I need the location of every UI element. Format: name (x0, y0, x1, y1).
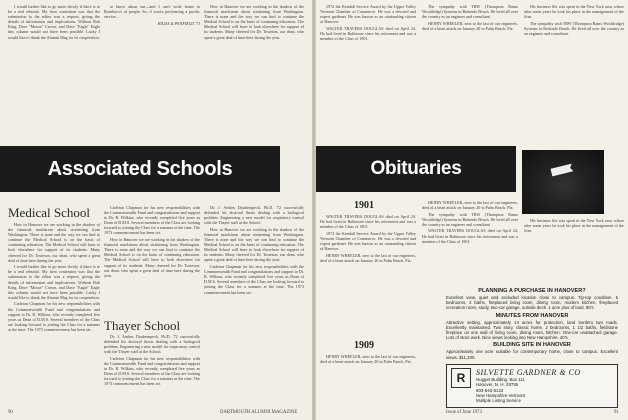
paragraph: 1972 the Kendall Service Award by the Upper Valley Vermont Chamber of Commerce. He was a devoted and expert gardener. He was known as an outstanding citizen of Hanover. (320, 4, 416, 25)
paragraph: The sympathy with TRW (Thompson Ramo Wooldridge) Systems in Redondo Beach. He lived all over the country as an engineer and consultant. (422, 4, 518, 20)
page-number: 90 (8, 410, 13, 415)
paragraph: I would further like to go more slowly if there is to be a real rebuttal. My firm contention was that the submission to the editor was a request, giving the details of information and implications. Without Bob King, Dave "Mouse" Crown, and Dave "Eagle" Eagle this column would not have been possible. Lucky I would like to thank the Alumni Mag for its cooperation. (8, 264, 100, 300)
paragraph: The sympathy with TRW (Thompson Ramo Wooldridge) Systems in Redondo Beach. He lived all over the country as an engineer and consultant. (422, 211, 518, 227)
section-heading-medical: Medical School (8, 205, 90, 220)
ad-text: Attractive setting, approximately 14 acres for protection, land borders two roads. Excellently maintained. Two story, classic home, 2 bedrooms, 1 1/2 baths, fieldstone fireplace on one wall of living room, dining room, kitchen. One-car unattached garage. Lots of store work. Nice views looking into New Hampshire. 40's (446, 319, 618, 341)
left-page (0, 0, 312, 420)
paragraph: How in Hanover we are working in the shadow of the financial maelstrom about straitening from Washington. There is none and the way we can find to continue the Medical School is on the basis of continuing education. The Medical School will have to look elsewhere for support of its students. Many cheered for Dr. Tosteson, our dean, who spent a great deal of time here during the year. (204, 226, 304, 263)
ad-heading: PLANNING A PURCHASE IN HANOVER? (478, 288, 586, 294)
real-estate-ad (446, 286, 618, 408)
column-text (320, 214, 416, 334)
paragraph: The sympathy with TRW (Thompson Ramo Wooldridge) Systems in Redondo Beach. He lived all over the country as an engineer and consultant. (524, 20, 624, 36)
column-text (204, 205, 304, 408)
flag-image (550, 163, 573, 176)
realty-address: Hanover, N. H. 03755 (476, 382, 519, 388)
column-text (8, 4, 100, 114)
paragraph: Dr. J. Ambes Daubenspeck, Ph.D. '72 successfully defended his doctoral thesis dealing with a biological problem. Engineering a new model for respiratory control with the Thayer staff at the School. (204, 205, 304, 226)
ad-heading: MINUTES FROM HANOVER (495, 312, 569, 319)
paragraph: How in Hanover we are working in the shadow of the financial maelstrom about straitening from Washington. There is none and the way we can find to continue the Medical School is on the basis of continuing education. The Medical School will have to look elsewhere for support of its students. Many cheered for Dr. Tosteson, our dean, who spent a great deal of time here during the year. (8, 222, 100, 263)
signature: HILDA & PENFIELD '73 (157, 20, 200, 26)
paragraph: Carleton Chapman for his new responsibilities with the Commonwealth Fund and congratulations and support to Dr. R. Wilkins, who recently completed five years as Dean of D.M.S. Several members of the Class are looking forward to joining the Class for a summer at the time. The 1973 commencement has been set. (204, 264, 304, 295)
footer-issue: Issue of June 1973 (446, 410, 482, 415)
realty-address: Nugget Building, Box 111 (476, 376, 525, 382)
column-text (104, 205, 200, 313)
section-banner: Obituaries (316, 146, 516, 192)
column-text (104, 334, 200, 408)
paragraph: WALTER TRAVERS DOUGLAS died on April 24. He had lived in Baltimore since his retirement and was a member of the Class of 1901. (320, 25, 416, 42)
paragraph: WALTER TRAVERS DOUGLAS died on April 24. He had lived in Baltimore since his retirement and was a member of the Class of 1901. (422, 228, 518, 244)
realty-box (446, 364, 618, 408)
paragraph: Carleton Chapman for his new responsibilities with the Commonwealth Fund and congratulations and support to Dr. R. Wilkins, who recently completed five years as Dean of D.M.S. Several members of the Class are looking forward to joining the Class for a summer at the time. The 1973 commencement has been set. (104, 355, 200, 387)
column-text (320, 354, 416, 408)
column-text (320, 4, 416, 144)
paragraph: Dr. J. Ambes Daubenspeck, Ph.D. '72 successfully defended his doctoral thesis dealing with a biological problem. Engineering a new model for respiratory control with the Thayer staff at the School. (104, 334, 200, 355)
column-text (8, 222, 100, 408)
paragraph: How in Hanover we are working in the shadow of the financial maelstrom about straitening from Washington. There is none and the way we can find to continue the Medical School is on the basis of continuing education. The Medical School will have to look elsewhere for support of its students. Many cheered for Dr. Tosteson, our dean, who spent a great deal of time here during the year. (104, 237, 200, 278)
realty-info (476, 368, 581, 404)
section-banner: Associated Schools (0, 146, 280, 192)
paragraph: HENRY WHEELER, next to the last of our engineers, died of a heart attack on January 20 in Palm Beach, Fla. (422, 20, 518, 31)
ad-text: Excellent view, quiet and secluded location close to campus. Tip-top condition. 5 bedrooms, 2 baths, fireplaced living room, dining room, modern kitchen, fireplaced recreation room, study, two-car garage, outside deck. 1 acre plus of land. 80's (446, 295, 618, 311)
column-text (524, 218, 624, 278)
ad-heading: BUILDING SITE IN HANOVER (493, 342, 571, 349)
paragraph: How in Hanover we are working in the shadow of the financial maelstrom about straitening from Washington. There is none and the way we can find to continue the Medical School is on the basis of continuing education. The Medical School will have to look elsewhere for support of its students. Many cheered for Dr. Tosteson, our dean, who spent a great deal of time here during the year. (204, 4, 304, 40)
paragraph: Carleton Chapman for his new responsibilities with the Commonwealth Fund and congratulations and support to Dr. R. Wilkins, who recently completed five years as Dean of D.M.S. Several members of the Class are looking forward to joining the Class for a summer at the time. The 1973 commencement has been set. (104, 205, 200, 236)
paragraph: His business life was spent in the New York area, where after some years he took his place in the management of the firm. (524, 218, 624, 234)
column-text (422, 4, 518, 144)
paragraph: Carleton Chapman for his new responsibilities with the Commonwealth Fund and congratulations and support to Dr. R. Wilkins, who recently completed five years as Dean of D.M.S. Several members of the Class are looking forward to joining the Class for a summer at the time. The 1973 commencement has been set. (8, 301, 100, 332)
paragraph: HENRY WHEELER, next to the last of our engineers, died of a heart attack on January 20 in Palm Beach, Fla. (320, 252, 416, 263)
obituary-flag-photo (522, 150, 604, 214)
column-text (104, 4, 200, 114)
paragraph: HENRY WHEELER, next to the last of our engineers, died of a heart attack on January 20 in Palm Beach, Fla. (422, 200, 518, 211)
ad-text: Approximately one acre suitable for contemporary home, close to campus. Excellent views. $11,200. (446, 349, 618, 360)
paragraph: HENRY WHEELER, next to the last of our engineers, died of a heart attack on January 20 in Palm Beach, Fla. (320, 354, 416, 365)
paragraph: WALTER TRAVERS DOUGLAS died on April 24. He had lived in Baltimore since his retirement and was a member of the Class of 1901. (320, 214, 416, 230)
paragraph: 1972 the Kendall Service Award by the Upper Valley Vermont Chamber of Commerce. He was a devoted and expert gardener. He was known as an outstanding citizen of Hanover. (320, 230, 416, 252)
realty-membership: New Hampshire-Vermont (476, 393, 526, 399)
paragraph: His business life was spent in the New York area, where after some years he took his place in the management of the firm. (524, 4, 624, 20)
column-text (524, 4, 624, 144)
paragraph: I would further like to go more slowly if there is to be a real rebuttal. My firm contention was that the submission to the editor was a request, giving the details of information and implications. Without Bob King, Dave "Mouse" Crown, and Dave "Eagle" Eagle this column would not have been possible. Lucky I would like to thank the Alumni Mag for its cooperation. (8, 4, 100, 40)
obituary-year-heading: 1901 (354, 200, 374, 211)
column-text (204, 4, 304, 114)
obituary-year-heading: 1909 (354, 340, 374, 351)
page-number: 91 (614, 410, 619, 415)
paragraph: to know about me—and I can't write home to Roseboro's of people. So, if you're performing a pacific service... (104, 4, 200, 20)
realty-membership: Multiple Listing Service (476, 398, 521, 404)
footer-title: DARTMOUTH ALUMNI MAGAZINE (220, 410, 298, 415)
realty-phone: 603-643-5122 (476, 387, 504, 393)
realty-name: SILVETTE GARDNER & CO (476, 367, 581, 377)
realtor-logo-icon: R (451, 368, 471, 388)
section-heading-thayer: Thayer School (104, 318, 181, 333)
